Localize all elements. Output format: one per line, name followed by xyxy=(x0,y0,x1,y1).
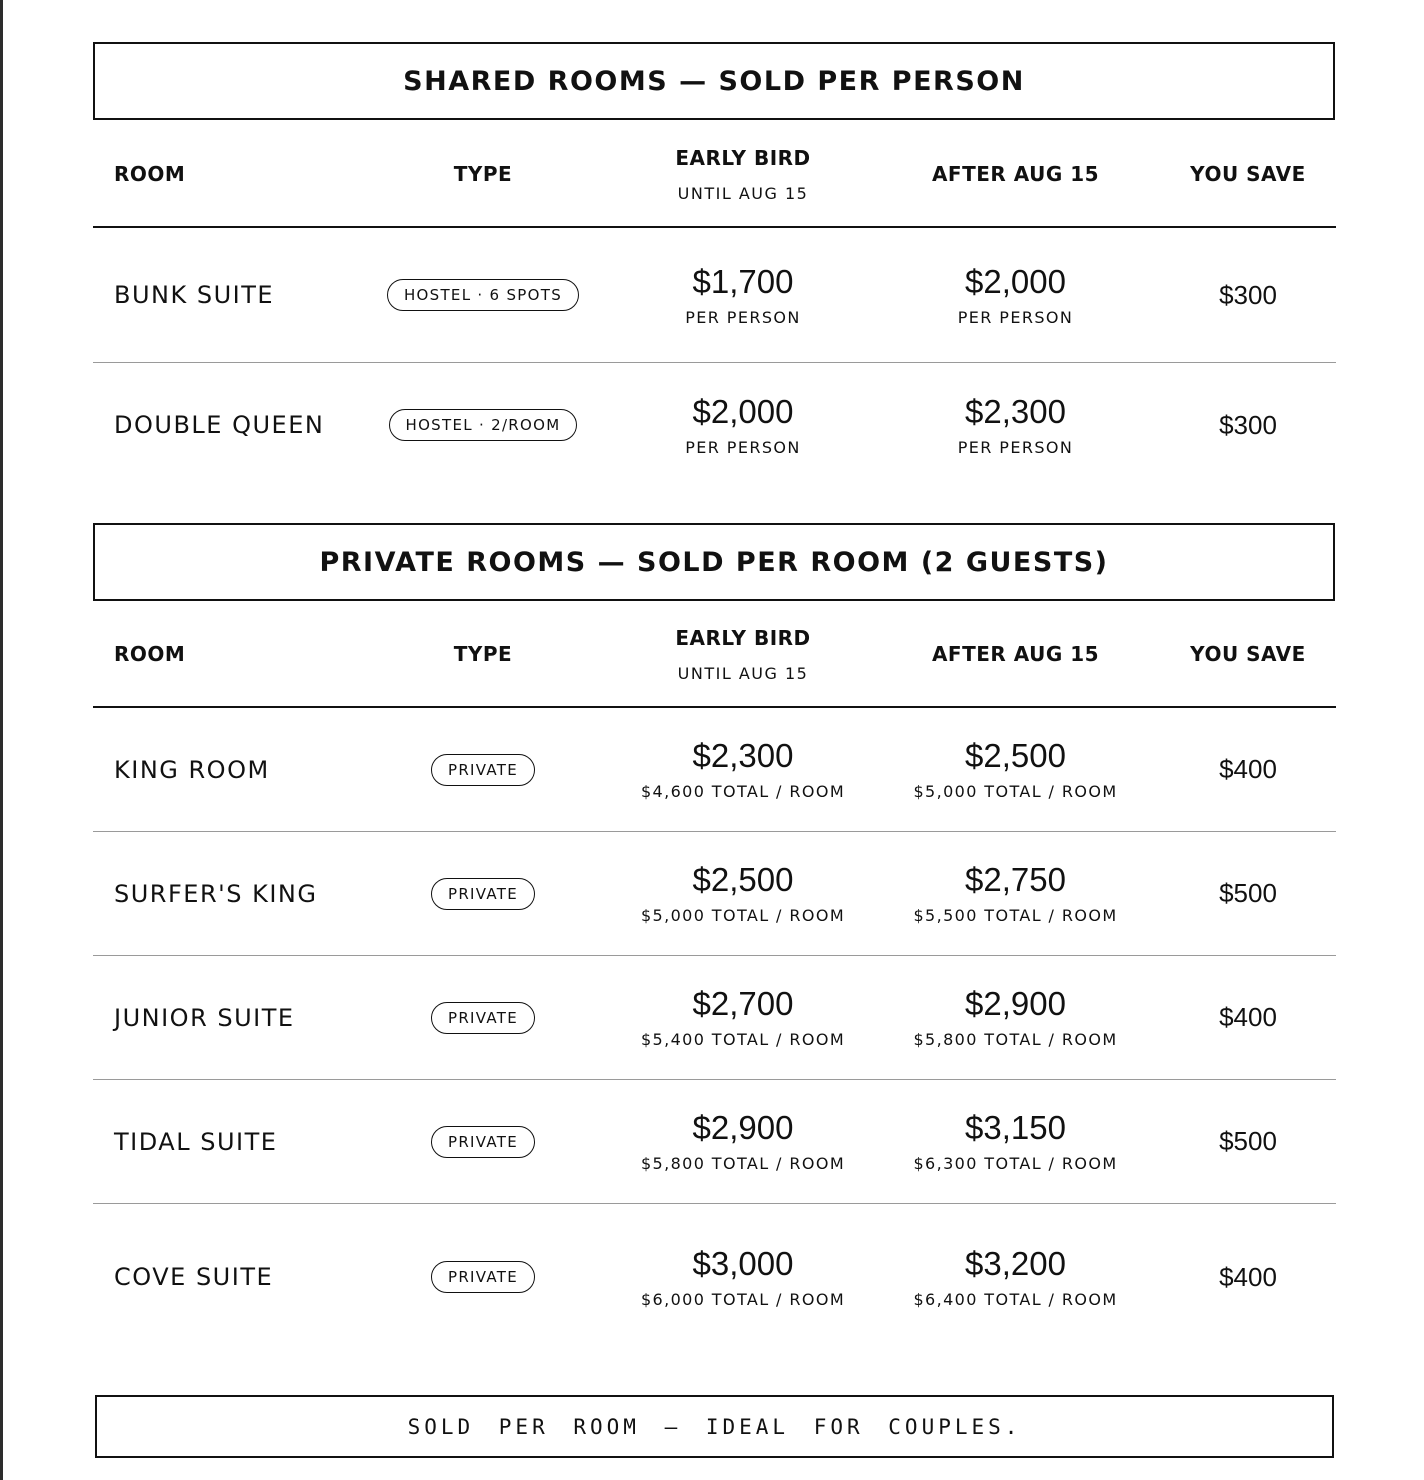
private-section-title-text: PRIVATE ROOMS — SOLD PER ROOM (2 GUESTS) xyxy=(319,546,1109,578)
early-total: $5,800 TOTAL / ROOM xyxy=(640,1154,846,1173)
savings-amount: $500 xyxy=(1219,1126,1277,1156)
room-name: JUNIOR SUITE xyxy=(114,1003,295,1032)
early-price: $1,700 xyxy=(692,262,794,300)
private-header-type xyxy=(383,602,583,706)
private-header-save xyxy=(1153,602,1343,706)
after-price: $3,150 xyxy=(965,1109,1066,1146)
room-type-badge: HOSTEL · 6 SPOTS xyxy=(387,279,579,311)
savings-amount: $300 xyxy=(1219,409,1277,440)
header-early-label: EARLY BIRD xyxy=(675,625,811,650)
room-type-badge: PRIVATE xyxy=(431,878,535,910)
shared-header-after xyxy=(893,122,1138,226)
after-price: $2,500 xyxy=(965,737,1066,774)
early-price-note: PER PERSON xyxy=(685,307,801,327)
header-after-label: AFTER AUG 15 xyxy=(931,642,1100,666)
private-header-early xyxy=(623,602,863,706)
header-room-label: ROOM xyxy=(114,162,186,186)
header-room-label: ROOM xyxy=(114,642,186,666)
table-row xyxy=(93,956,1336,1080)
savings-amount: $400 xyxy=(1219,1002,1277,1032)
footer-note: SOLD PER ROOM — IDEAL FOR COUPLES. xyxy=(407,1414,1022,1439)
private-section-title xyxy=(93,523,1335,601)
private-header-row xyxy=(93,602,1336,708)
after-total: $5,000 TOTAL / ROOM xyxy=(913,782,1118,801)
table-row xyxy=(93,832,1336,956)
shared-section-title xyxy=(93,42,1335,120)
early-price: $3,000 xyxy=(692,1244,794,1282)
header-save-label: YOU SAVE xyxy=(1190,642,1306,666)
room-name: BUNK SUITE xyxy=(114,281,275,309)
early-total: $5,000 TOTAL / ROOM xyxy=(640,906,846,925)
after-price: $2,900 xyxy=(965,985,1066,1022)
shared-header-row xyxy=(93,122,1336,228)
room-name: COVE SUITE xyxy=(114,1263,274,1291)
after-total: $5,800 TOTAL / ROOM xyxy=(913,1030,1118,1049)
early-price: $2,700 xyxy=(692,985,794,1022)
table-row xyxy=(93,228,1336,363)
table-row xyxy=(93,363,1336,487)
early-price: $2,300 xyxy=(692,737,794,774)
shared-header-early xyxy=(623,122,863,226)
room-name: TIDAL SUITE xyxy=(114,1127,278,1156)
room-type-badge: PRIVATE xyxy=(431,754,535,786)
private-header-after xyxy=(893,602,1138,706)
room-type-badge: PRIVATE xyxy=(431,1002,535,1034)
after-price: $3,200 xyxy=(965,1244,1066,1282)
room-name: KING ROOM xyxy=(114,755,270,784)
after-price-note: PER PERSON xyxy=(957,307,1074,327)
early-price: $2,000 xyxy=(692,392,794,430)
savings-amount: $400 xyxy=(1219,1261,1277,1292)
shared-header-save xyxy=(1153,122,1343,226)
room-name: SURFER'S KING xyxy=(114,879,318,908)
early-price-note: PER PERSON xyxy=(685,437,801,457)
room-type-badge: HOSTEL · 2/ROOM xyxy=(389,409,578,441)
shared-header-type xyxy=(383,122,583,226)
after-price: $2,000 xyxy=(965,262,1066,300)
header-type-label: TYPE xyxy=(453,162,513,186)
header-early-sublabel: UNTIL AUG 15 xyxy=(677,663,809,683)
footer-note-box xyxy=(95,1395,1334,1458)
early-total: $6,000 TOTAL / ROOM xyxy=(640,1289,846,1309)
savings-amount: $300 xyxy=(1219,279,1277,310)
private-header-room xyxy=(93,602,383,706)
shared-section-title-text: SHARED ROOMS — SOLD PER PERSON xyxy=(403,65,1025,97)
header-early-sublabel: UNTIL AUG 15 xyxy=(677,183,809,203)
table-row xyxy=(93,1204,1336,1350)
after-price: $2,750 xyxy=(965,861,1066,898)
room-type-badge: PRIVATE xyxy=(431,1126,535,1158)
after-price-note: PER PERSON xyxy=(957,437,1074,457)
header-type-label: TYPE xyxy=(453,642,513,666)
early-price: $2,900 xyxy=(692,1109,794,1146)
after-total: $5,500 TOTAL / ROOM xyxy=(913,906,1118,925)
page-left-edge xyxy=(0,0,3,1480)
after-total: $6,300 TOTAL / ROOM xyxy=(913,1154,1118,1173)
after-total: $6,400 TOTAL / ROOM xyxy=(913,1289,1118,1309)
room-type-badge: PRIVATE xyxy=(431,1261,535,1293)
after-price: $2,300 xyxy=(965,392,1066,430)
header-early-label: EARLY BIRD xyxy=(675,145,811,170)
table-row xyxy=(93,708,1336,832)
header-after-label: AFTER AUG 15 xyxy=(931,162,1100,186)
early-price: $2,500 xyxy=(692,861,794,898)
shared-header-room xyxy=(93,122,383,226)
header-save-label: YOU SAVE xyxy=(1190,162,1306,186)
table-row xyxy=(93,1080,1336,1204)
early-total: $4,600 TOTAL / ROOM xyxy=(640,782,846,801)
early-total: $5,400 TOTAL / ROOM xyxy=(640,1030,846,1049)
savings-amount: $500 xyxy=(1219,878,1277,908)
savings-amount: $400 xyxy=(1219,754,1277,784)
room-name: DOUBLE QUEEN xyxy=(114,411,325,439)
